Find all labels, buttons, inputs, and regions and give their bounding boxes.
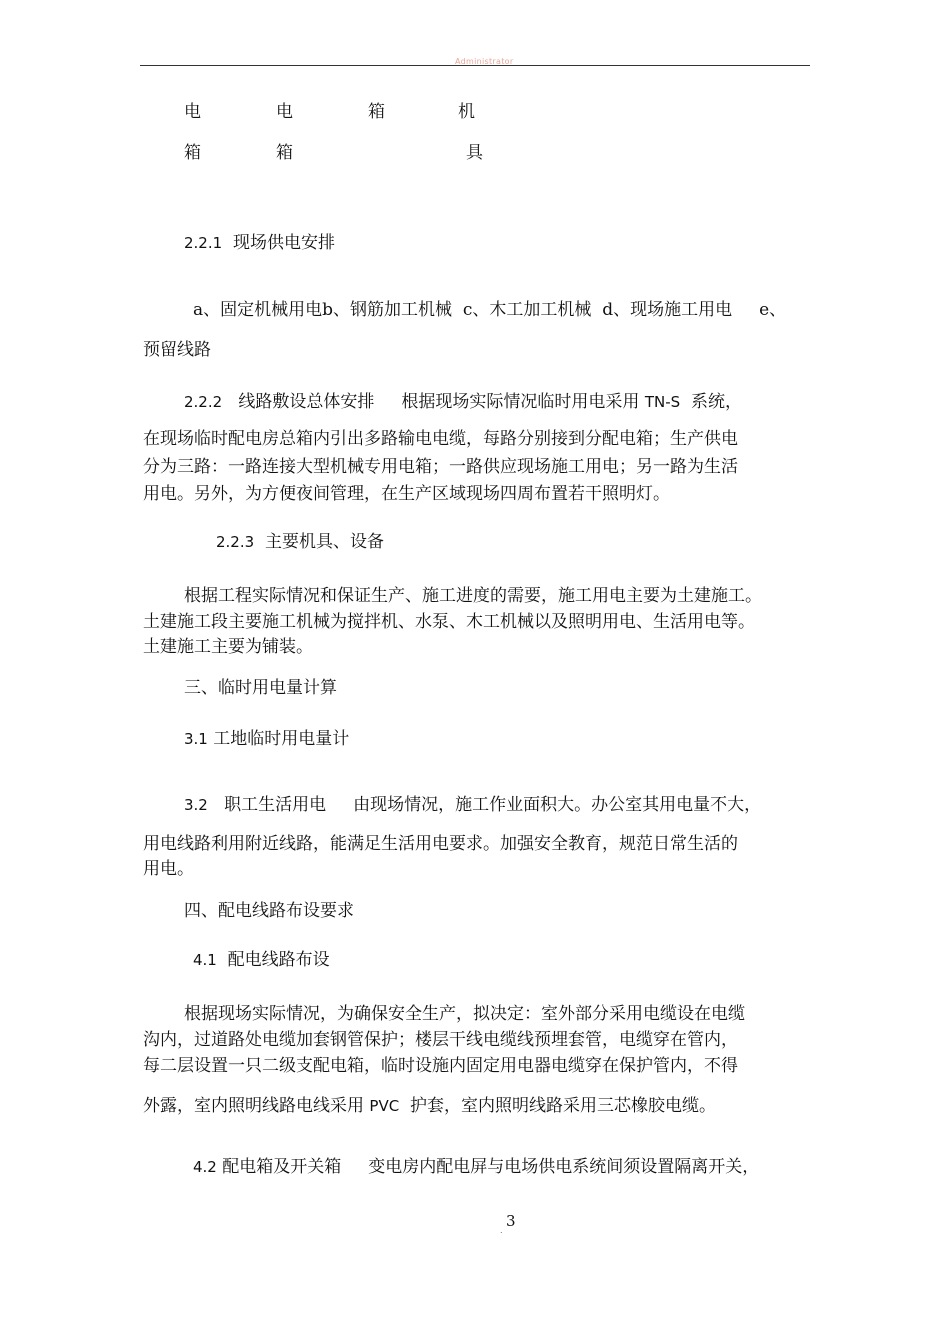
section-title: 主要机具、设备 (264, 532, 384, 552)
section-number: 3.2 (184, 796, 208, 814)
paragraph-line: 土建施工主要为铺装。 (143, 637, 313, 657)
paragraph-line: 土建施工段主要施工机械为搅拌机、水泵、木工机械以及照明用电、生活用电等。 (143, 612, 755, 632)
paragraph-line: 用电。另外，为方便夜间管理，在生产区域现场四周布置若干照明灯。 (143, 484, 670, 504)
header-rule (140, 65, 810, 66)
paragraph-line (193, 298, 786, 322)
paragraph-text: 外露，室内照明线路电线采用 (143, 1096, 364, 1116)
paragraph-text: 变电房内配电屏与电场供电系统间须设置隔离开关， (368, 1157, 760, 1177)
paragraph-line: 根据现场实际情况，为确保安全生产，拟决定：室外部分采用电缆设在电缆 (184, 1004, 745, 1024)
section-number: 4.2 (193, 1158, 217, 1176)
paragraph-line: 分为三路：一路连接大型机械专用电箱；一路供应现场施工用电；另一路为生活 (143, 457, 738, 477)
section-number: 3.1 (184, 730, 208, 748)
section-number: 2.2.3 (216, 533, 255, 551)
table-cell: 电 (184, 102, 201, 122)
section-title: 现场供电安排 (232, 233, 335, 253)
list-item: e、 (759, 300, 787, 320)
paragraph-line: 沟内，过道路处电缆加套钢管保护；楼层干线电缆线预埋套管，电缆穿在管内， (143, 1030, 738, 1050)
paragraph-line: 根据工程实际情况和保证生产、施工进度的需要，施工用电主要为土建施工。 (184, 586, 762, 606)
section-heading-2-2-1 (184, 231, 335, 255)
system-code: TN-S (644, 393, 681, 411)
header-author: Administrator (455, 57, 514, 66)
table-cell: 箱 (184, 143, 201, 163)
section-title: 工地临时用电量计 (213, 729, 350, 749)
table-cell: 电 (276, 102, 293, 122)
chapter-heading-4: 四、配电线路布设要求 (184, 901, 354, 921)
footer-mark: . (500, 1226, 503, 1235)
list-item: a、固定机械用电 (193, 300, 323, 320)
chapter-heading-3: 三、临时用电量计算 (184, 678, 337, 698)
list-item: d、现场施工用电 (602, 300, 733, 320)
page-number: 3 (506, 1212, 516, 1230)
section-heading-2-2-3 (216, 530, 384, 554)
material-code: PVC (369, 1097, 400, 1115)
section-title: 配电线路布设 (227, 950, 330, 970)
paragraph-text: 由现场情况，施工作业面积大。办公室其用电量不大， (353, 795, 762, 815)
section-number: 2.2.2 (184, 393, 223, 411)
list-item: b、钢筋加工机械 (322, 300, 453, 320)
paragraph-line: 每二层设置一只二级支配电箱，临时设施内固定用电器电缆穿在保护管内，不得 (143, 1056, 738, 1076)
paragraph-text: 护套，室内照明线路采用三芯橡胶电缆。 (410, 1096, 716, 1116)
table-cell: 具 (466, 143, 483, 163)
paragraph-line: 用电。 (143, 859, 194, 879)
section-heading-2-2-2 (184, 390, 742, 414)
section-heading-3-2 (184, 793, 761, 817)
paragraph-text: 根据现场实际情况临时用电采用 (401, 392, 640, 412)
paragraph-line: 在现场临时配电房总箱内引出多路输电电缆，每路分别接到分配电箱；生产供电 (143, 429, 738, 449)
section-heading-4-2 (193, 1155, 759, 1179)
section-number: 4.1 (193, 951, 217, 969)
table-cell: 箱 (368, 102, 385, 122)
section-number: 2.2.1 (184, 234, 223, 252)
table-cell: 机 (458, 102, 475, 122)
section-title: 线路敷设总体安排 (238, 392, 375, 412)
list-item: c、木工加工机械 (462, 300, 592, 320)
section-title: 配电箱及开关箱 (222, 1157, 342, 1177)
section-heading-3-1 (184, 727, 349, 751)
paragraph-line: 用电线路利用附近线路，能满足生活用电要求。加强安全教育，规范日常生活的 (143, 834, 738, 854)
section-title: 职工生活用电 (224, 795, 327, 815)
section-heading-4-1 (193, 948, 330, 972)
paragraph-line (143, 1094, 716, 1118)
paragraph-text: 系统， (690, 392, 742, 412)
table-cell: 箱 (276, 143, 293, 163)
paragraph-line: 预留线路 (143, 340, 211, 360)
